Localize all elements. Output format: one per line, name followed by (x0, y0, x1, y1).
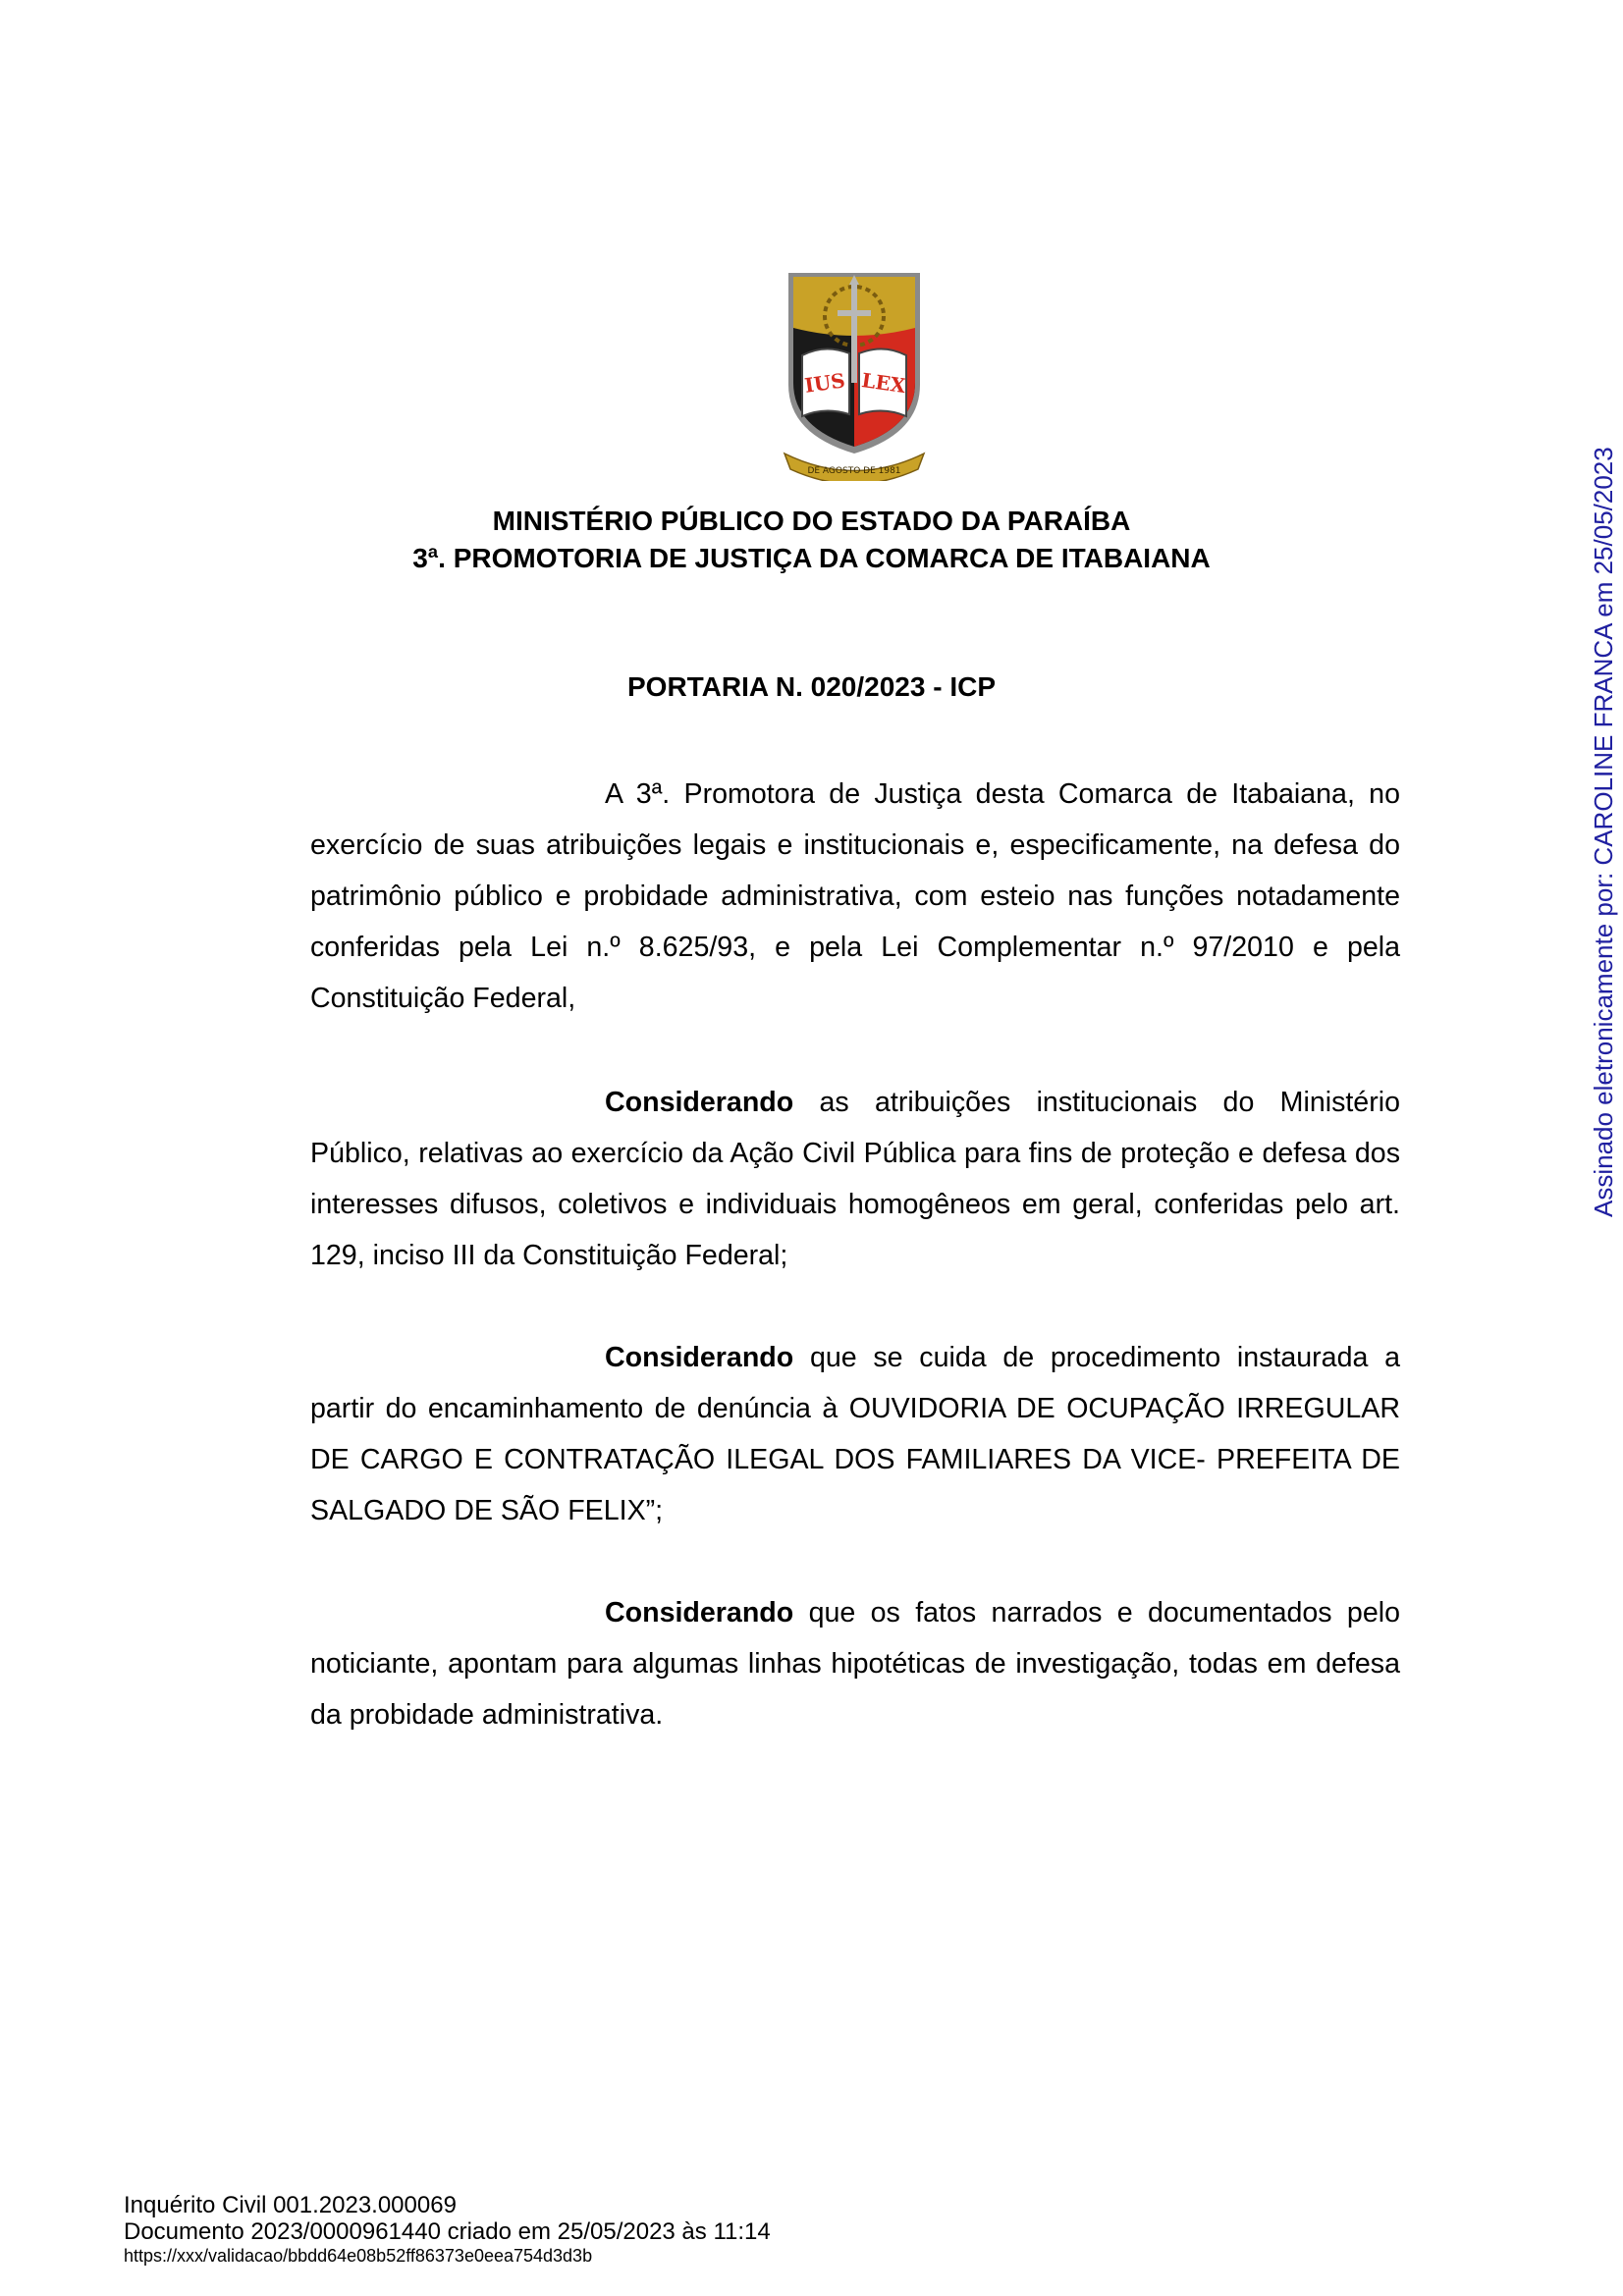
header-line-1: MINISTÉRIO PÚBLICO DO ESTADO DA PARAÍBA (492, 506, 1131, 536)
validation-url: https://xxx/validacao/bbdd64e08b52ff86373e0eea754d3d3b (124, 2246, 593, 2266)
institution-header (0, 503, 1623, 577)
paragraph-text: as atribuições institucionais do Ministério Público, relativas ao exercício da Ação Civil Pública para fins de proteção e defesa dos interesses difusos, coletivos e individuais homogêneos em geral, conferidas pelo art. 129, inciso III da Constituição Federal; (310, 1087, 1400, 1271)
portaria-title: PORTARIA N. 020/2023 - ICP (626, 671, 996, 702)
paragraph-considerando-2 (310, 1332, 1400, 1536)
footer-documento: Documento 2023/0000961440 criado em 25/05/2023 às 11:14 (124, 2218, 771, 2245)
considerando-label: Considerando (605, 1342, 794, 1373)
paragraph-text: A 3ª. Promotora de Justiça desta Comarca de Itabaiana, no exercício de suas atribuições legais e institucionais e, especificamente, na defesa do patrimônio público e probidade administrativa, com esteio nas funções notadamente conferidas pela Lei n.º 8.625/93, e pela Lei Complementar n.º 97/2010 e pela Constituição Federal, (310, 778, 1400, 1014)
paragraph-text: que se cuida de procedimento instaurada a partir do encaminhamento de denúncia à OUVIDORIA DE OCUPAÇÃO IRREGULAR DE CARGO E CONTRATAÇÃO ILEGAL DOS FAMILIARES DA VICE- PREFEITA DE SALGADO DE SÃO FELIX”; (310, 1342, 1400, 1526)
footer-inquerito: Inquérito Civil 001.2023.000069 (124, 2192, 457, 2218)
paragraph-considerando-1 (310, 1077, 1400, 1281)
electronic-signature-note: Assinado eletronicamente por: CAROLINE FRANCA em 25/05/2023 (1589, 447, 1618, 1217)
considerando-label: Considerando (605, 1087, 794, 1118)
paragraph-preamble (310, 769, 1400, 1024)
header-line-2: 3ª. PROMOTORIA DE JUSTIÇA DA COMARCA DE ITABAIANA (412, 543, 1211, 573)
paragraph-considerando-3 (310, 1587, 1400, 1740)
ribbon-text: DE AGOSTO DE 1981 (807, 466, 901, 476)
considerando-label: Considerando (605, 1597, 794, 1629)
mp-paraiba-emblem (781, 267, 928, 481)
book-right-text: LEX (860, 368, 907, 399)
document-footer (124, 2192, 771, 2267)
paragraph-text: que os fatos narrados e documentados pelo noticiante, apontam para algumas linhas hipotéticas de investigação, todas em defesa da probidade administrativa. (310, 1597, 1400, 1731)
book-left-text: IUS (802, 368, 847, 398)
